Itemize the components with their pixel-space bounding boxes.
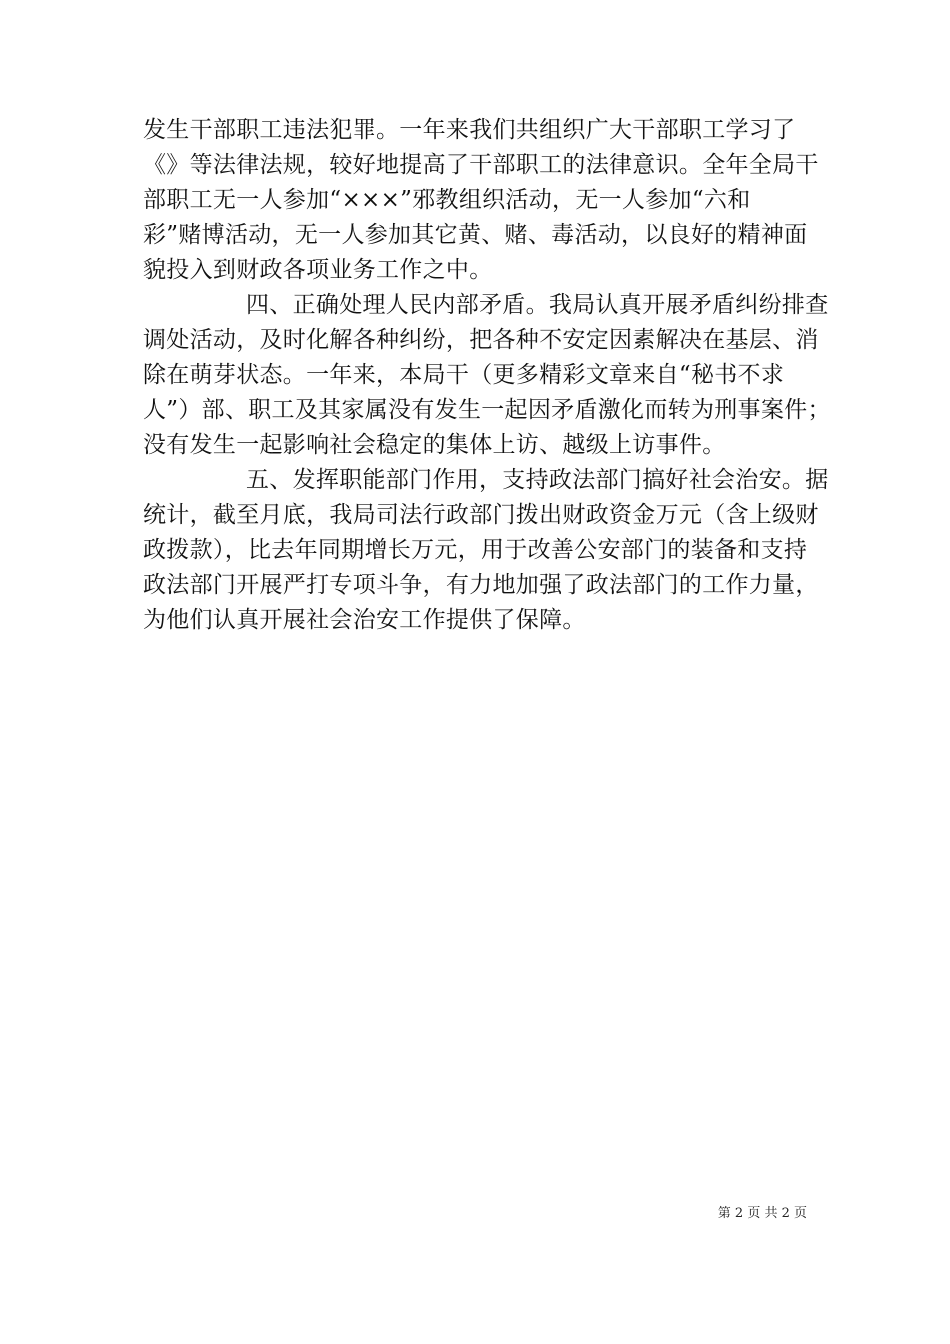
paragraph-1 (143, 113, 819, 288)
text-line: 除在萌芽状态。一年来，本局干（更多精彩文章来自“秘书不求 (143, 362, 785, 388)
page-number-footer: 第 2 页 共 2 页 (717, 1206, 807, 1221)
text-line: 没有发生一起影响社会稳定的集体上访、越级上访事件。 (143, 432, 726, 458)
text-line: 政拨款），比去年同期增长万元，用于改善公安部门的装备和支持 (143, 537, 808, 563)
text-line: 五、发挥职能部门作用，支持政法部门搞好社会治安。据 (246, 467, 829, 493)
text-line: 人”）部、职工及其家属没有发生一起因矛盾激化而转为刑事案件； (143, 397, 831, 423)
text-line: 四、正确处理人民内部矛盾。我局认真开展矛盾纠纷排查 (246, 292, 829, 318)
paragraph-3 (143, 463, 829, 638)
text-line: 调处活动，及时化解各种纠纷，把各种不安定因素解决在基层、消 (143, 327, 819, 353)
text-line: 貌投入到财政各项业务工作之中。 (143, 257, 493, 283)
text-line: 发生干部职工违法犯罪。一年来我们共组织广大干部职工学习了 (143, 117, 796, 143)
paragraph-2 (143, 288, 831, 463)
text-line: 《》等法律法规，较好地提高了干部职工的法律意识。全年全局干 (143, 152, 819, 178)
text-line: 统计，截至月底，我局司法行政部门拨出财政资金万元（含上级财 (143, 502, 819, 528)
document-body (143, 113, 831, 638)
text-line: 政法部门开展严打专项斗争，有力地加强了政法部门的工作力量， (143, 572, 819, 598)
text-line: 彩”赌博活动，无一人参加其它黄、赌、毒活动，以良好的精神面 (143, 222, 808, 248)
text-line: 为他们认真开展社会治安工作提供了保障。 (143, 607, 586, 633)
text-line: 部职工无一人参加“×××”邪教组织活动，无一人参加“六和 (143, 187, 751, 213)
